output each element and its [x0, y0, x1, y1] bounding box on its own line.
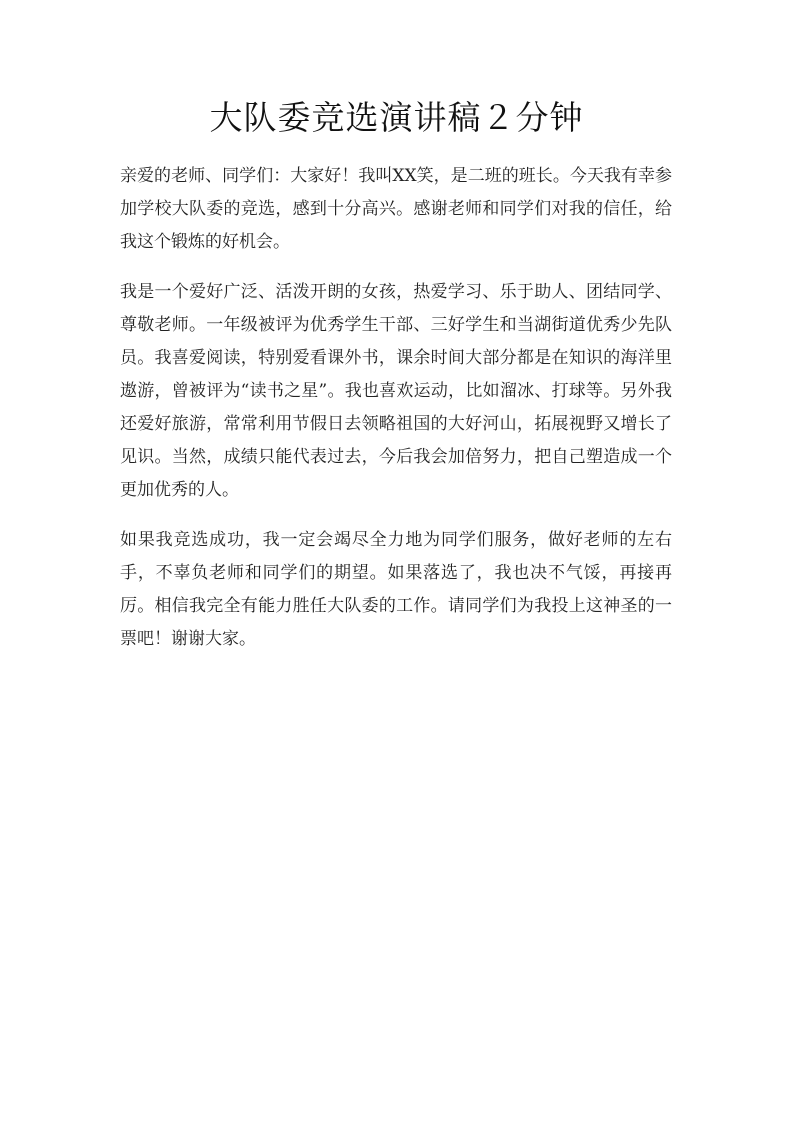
document-title: 大队委竞选演讲稿２分钟	[209, 98, 584, 137]
paragraph-self-introduction: 我是一个爱好广泛、活泼开朗的女孩，热爱学习、乐于助人、团结同学、尊敬老师。一年级被评为优秀学生干部、三好学生和当湖街道优秀少先队员。我喜爱阅读，特别爱看课外书，课余时间大部分都是在知识的海洋里遨游，曾被评为“读书之星”。我也喜欢运动，比如溜冰、打球等。另外我还爱好旅游，常常利用节假日去领略祖国的大好河山，拓展视野又增长了见识。当然，成绩只能代表过去，今后我会加倍努力，把自己塑造成一个更加优秀的人。	[120, 282, 672, 500]
paragraph-pledge: 如果我竞选成功，我一定会竭尽全力地为同学们服务，做好老师的左右手，不辜负老师和同学们的期望。如果落选了，我也决不气馁，再接再厉。相信我完全有能力胜任大队委的工作。请同学们为我投上这神圣的一票吧！谢谢大家。	[120, 530, 672, 649]
paragraph-greeting: 亲爱的老师、同学们：大家好！我叫XX笑，是二班的班长。今天我有幸参加学校大队委的竞选，感到十分高兴。感谢老师和同学们对我的信任，给我这个锻炼的好机会。	[120, 166, 672, 252]
document-body	[120, 160, 672, 673]
